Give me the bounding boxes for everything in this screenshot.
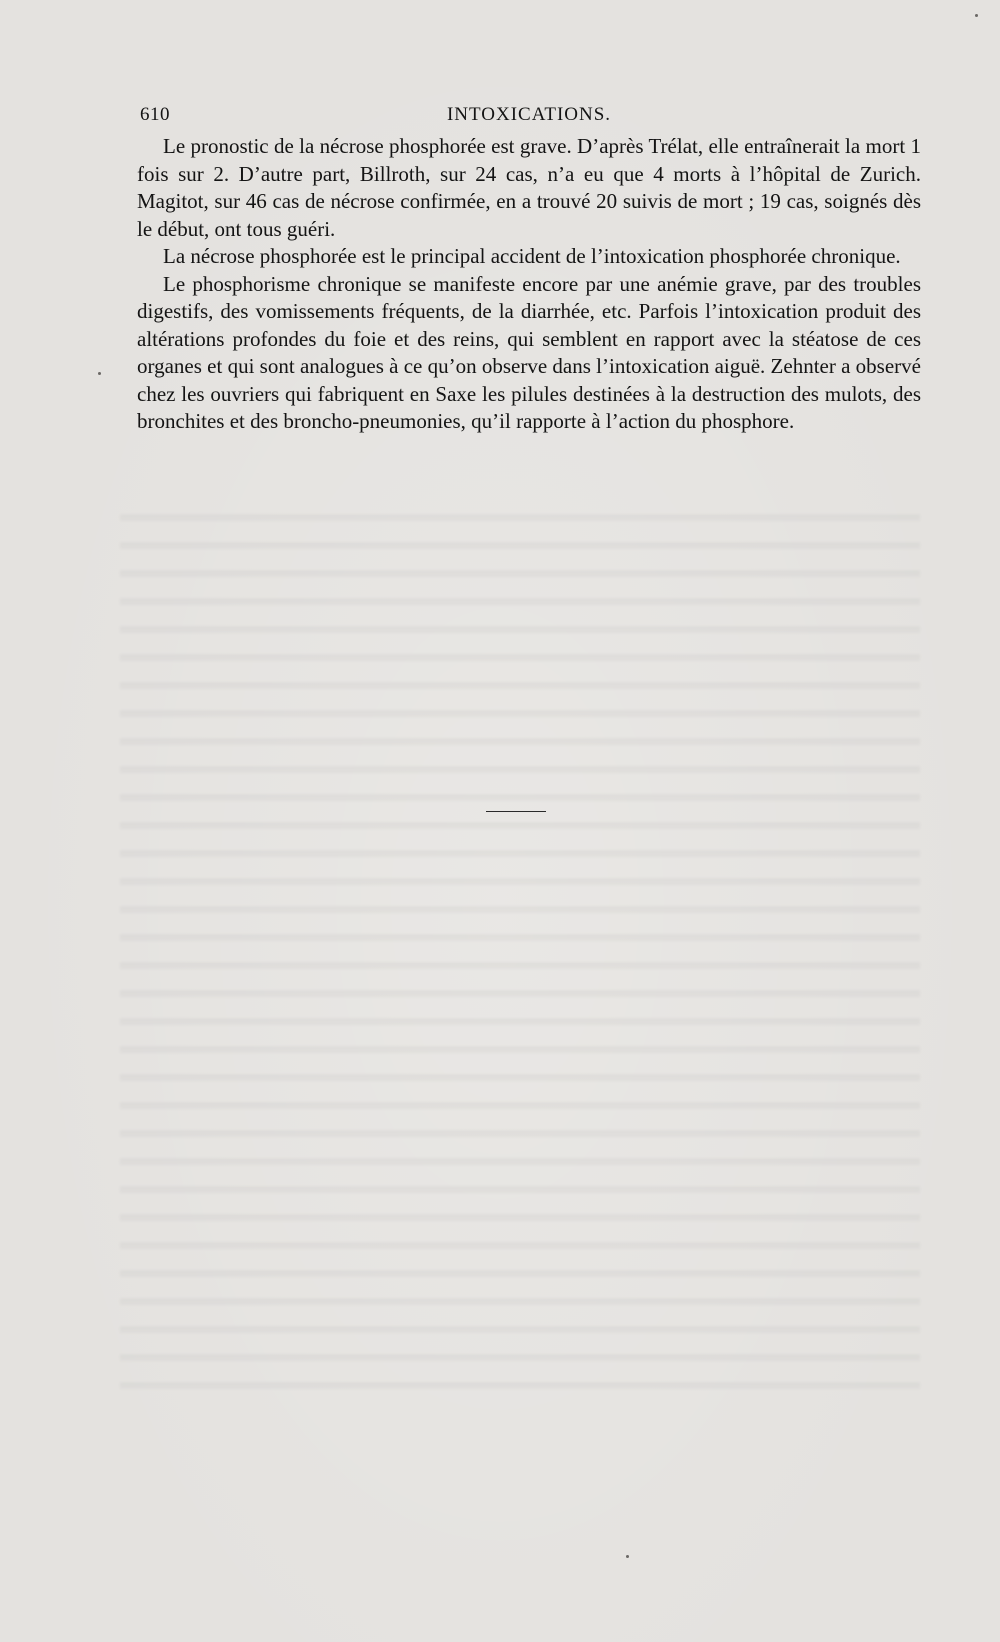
show-through-texture <box>120 500 920 1400</box>
paragraph-principal-accident: La nécrose phosphorée est le principal accident de l’intoxication phosphorée chronique. <box>163 244 901 268</box>
page-number: 610 <box>140 104 170 125</box>
running-head: INTOXICATIONS. <box>446 104 612 125</box>
section-divider <box>486 811 546 812</box>
paragraph-chronic-phosphorism: Le phosphorisme chronique se manifeste encore par une anémie grave, par des troubles digestifs, des vomissements fréquents, de la diarrhée, etc. Parfois l’intoxication produit des altérations profondes du foie et des reins, qui semblent en rapport avec la stéatose de ces organes et qui sont analogues à ce qu’on observe dans l’intoxication aiguë. Zehnter a observé chez les ouvriers qui fabriquent en Saxe les pilules destinées à la destruction des mulots, des bronchites et des broncho-pneumonies, qu’il rapporte à l’action du phosphore. <box>137 271 921 433</box>
speck <box>98 372 101 375</box>
page-header <box>140 104 918 130</box>
body-text <box>137 133 921 436</box>
speck <box>975 14 978 17</box>
speck <box>626 1555 629 1558</box>
paragraph-prognosis: Le pronostic de la nécrose phosphorée est grave. D’après Trélat, elle entraînerait la mort 1 fois sur 2. D’autre part, Billroth, sur 24 cas, n’a eu que 4 morts à l’hôpital de Zurich. Magitot, sur 46 cas de nécrose confirmée, en a trouvé 20 suivis de mort ; 19 cas, soignés dès le début, ont tous guéri. <box>137 134 921 241</box>
